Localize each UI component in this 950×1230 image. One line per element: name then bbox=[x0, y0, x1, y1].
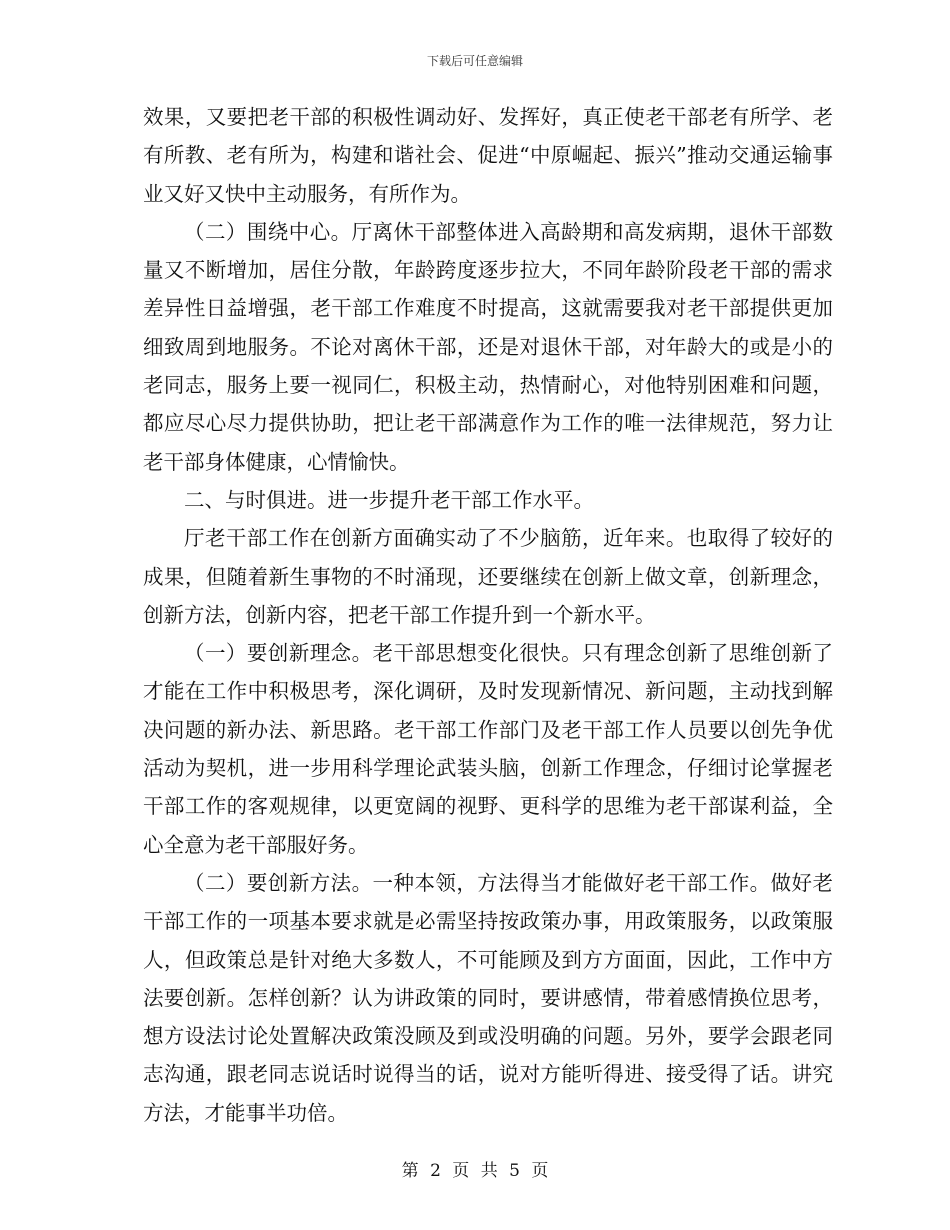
document-body bbox=[143, 98, 833, 1132]
page-header-note: 下载后可任意编辑 bbox=[426, 54, 523, 68]
paragraph-2: （二）围绕中心。厅离休干部整体进入高龄期和高发病期，退休干部数量又不断增加，居住分散，年龄跨度逐步拉大，不同年龄阶段老干部的需求差异性日益增强，老干部工作难度不时提高，这就需要我对老干部提供更加细致周到地服务。不论对离休干部，还是对退休干部，对年龄大的或是小的老同志，服务上要一视同仁，积极主动，热情耐心，对他特别困难和问题，都应尽心尽力提供协助，把让老干部满意作为工作的唯一法律规范，努力让老干部身体健康，心情愉快。 bbox=[143, 219, 833, 474]
paragraph-1: 效果，又要把老干部的积极性调动好、发挥好，真正使老干部老有所学、老有所教、老有所为，构建和谐社会、促进“中原崛起、振兴”推动交通运输事业又好又快中主动服务，有所作为。 bbox=[143, 105, 833, 206]
paragraph-4: 厅老干部工作在创新方面确实动了不少脑筋，近年来。也取得了较好的成果，但随着新生事物的不时涌现，还要继续在创新上做文章，创新理念，创新方法，创新内容，把老干部工作提升到一个新水平。 bbox=[143, 526, 833, 627]
paragraph-3: 二、与时俱进。进一步提升老干部工作水平。 bbox=[184, 487, 594, 512]
paragraph-6: （二）要创新方法。一种本领，方法得当才能做好老干部工作。做好老干部工作的一项基本要求就是必需坚持按政策办事，用政策服务，以政策服人，但政策总是针对绝大多数人，不可能顾及到方方面面，因此，工作中方法要创新。怎样创新？认为讲政策的同时，要讲感情，带着感情换位思考，想方设法讨论处置解决政策没顾及到或没明确的问题。另外，要学会跟老同志沟通，跟老同志说话时说得当的话，说对方能听得进、接受得了话。讲究方法，才能事半功倍。 bbox=[143, 870, 833, 1125]
paragraph-5: （一）要创新理念。老干部思想变化很快。只有理念创新了思维创新了才能在工作中积极思考，深化调研，及时发现新情况、新问题，主动找到解决问题的新办法、新思路。老干部工作部门及老干部工作人员要以创先争优活动为契机，进一步用科学理论武装头脑，创新工作理念，仔细讨论掌握老干部工作的客观规律，以更宽阔的视野、更科学的思维为老干部谋利益，全心全意为老干部服好务。 bbox=[143, 641, 833, 857]
page-number-footer: 第 2 页 共 5 页 bbox=[401, 1161, 549, 1181]
